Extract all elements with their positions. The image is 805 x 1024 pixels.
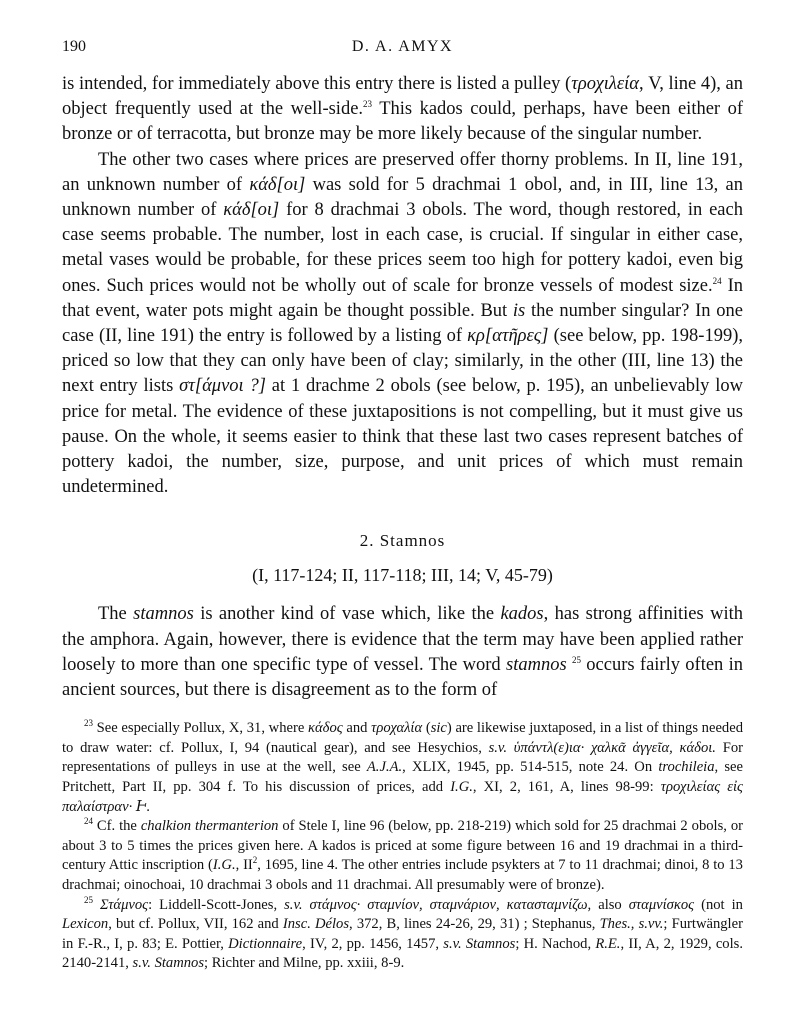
text-run: , IV, 2, pp. 1456, 1457, [302,935,444,952]
paragraph [62,148,743,501]
footnote-ref: 25 [84,894,93,905]
italic-text: s.v. [284,896,303,913]
text-run: , V, line 4), an object frequently used at the well-side. [62,74,743,120]
italic-text: stamnos [133,604,194,625]
footnote [62,817,743,895]
text-run: This kados could, perhaps, have been either of bronze or of terracotta, but bronze may be more likely because of the singular number. [62,99,743,145]
text-run: (not in [694,896,743,913]
footnote [62,719,743,817]
italic-text: κάδος [308,720,343,737]
italic-text: s.v. [488,739,507,756]
italic-text: s.v. Stamnos [132,955,205,972]
section-text [62,602,743,703]
text-run: , see Pritchett, Part II, pp. 304 f. To his discussion of prices, add [62,759,743,796]
text-run: ) are likewise juxtaposed, in a list of things needed to draw water: cf. Pollux, I, 94 (nautical gear), and see Hesychios, [62,720,743,756]
text-run [303,897,310,913]
text-run: occurs fairly often in ancient sources, but there is disagreement as to the form of [62,654,744,701]
text-run: : Liddell-Scott-Jones, [148,896,285,913]
italic-text: chalkion thermanterion [140,818,279,835]
italic-text: Dictionnaire [228,935,303,952]
paragraph [62,602,743,703]
text-run: of Stele I, line 96 (below, pp. 218-219) which sold for 25 drachmai 2 obols, or about 3 to 5 times the prices given here. A kados is priced at some figure between 16 and 19 drachmai in a third-century Attic inscription ( [62,818,743,874]
footnote-ref: 24 [84,816,93,827]
text-run: , has strong affinities with the amphora. Again, however, there is evidence that the term may have been applied rather loosely to more than one specific type of vessel. The word [62,604,743,675]
text-run: In that event, water pots might again be thought possible. But [62,275,743,321]
text-run: , 1695, line 4. The other entries include psykters at 7 to 11 drachmai; dinoi, 8 to 13 drachmai; oinochoai, 10 drachmai 3 obols and 11 drachmai. All presumably were of bronze). [62,857,743,894]
text-run: , II, A, 2, 1929, cols. 2140-2141, [62,935,743,972]
text-run: is another kind of vase which, like the [193,604,501,625]
text-run: also [591,896,629,913]
italic-text: sic [430,720,447,737]
text-run: (see below, pp. 198-199), priced so low that they can only have been of clay; similarly, in the other (III, line 13) the next entry lists [62,326,743,397]
footnotes [62,719,743,974]
text-run: ; Richter and Milne, pp. xxiii, 8-9. [204,955,405,972]
text-run: , XI, 2, 161, A, lines 98-99: [472,779,661,796]
text-run: , but cf. Pollux, VII, 162 and [108,916,283,933]
footnote-ref: 23 [363,99,373,110]
text-run [93,897,100,913]
text-run: the number singular? In one case (II, line 191) the entry is followed by a listing of [62,300,743,347]
text-run: ; Furtwängler in F.-R., I, p. 83; E. Pottier, [62,916,743,952]
italic-text: kados [500,604,544,625]
text-run: ( [422,720,431,737]
section-title: 2. Stamnos [359,531,446,551]
italic-text: R.E. [595,935,621,952]
italic-text: I.G. [450,779,473,796]
italic-text: κρ[ατῆρες] [467,326,549,347]
italic-text: τροχιλεία [571,74,640,94]
italic-text: τροχαλία [371,720,423,737]
footnote-ref: 2 [252,855,258,866]
running-title: D. A. AMYX [351,38,454,55]
footnote-ref: 23 [84,718,93,729]
italic-text: s.v. Stamnos [443,935,516,952]
text-run: is intended, for immediately above this entry there is listed a pulley ( [62,74,572,94]
page-body [62,72,743,974]
page-header [62,38,743,62]
italic-text: A.J.A. [366,759,403,776]
page-number: 190 [62,38,86,55]
text-run: Cf. the [93,818,141,835]
italic-text: στ[άμνοι ?] [179,376,266,397]
text-run: ; H. Nachod, [515,935,596,952]
italic-text: trochileia [658,759,715,776]
italic-text: ὑπάντλ(ε)ια· χαλκᾶ ἀγγεῖα, κάδοι. [513,739,716,756]
text-run: The [98,604,134,625]
footnote-ref: 24 [712,275,722,286]
italic-text: stamnos [506,654,567,675]
italic-text: κάδ[οι] [249,174,306,195]
text-run: , 372, B, lines 24-26, 29, 31) ; Stephanus, [349,916,600,933]
italic-text: Insc. Délos [282,916,350,933]
italic-text: στάμνος· σταμνίον, σταμνάριον, κατασταμνίζω, [309,896,592,913]
text-run: was sold for 5 drachmai 1 obol, and, in III, line 13, an unknown number of [62,174,743,221]
italic-text: κάδ[οι] [223,200,280,221]
italic-text: Lexicon [62,916,109,933]
text-run: See especially Pollux, X, 31, where [93,720,308,737]
footnote [62,896,743,974]
text-run: , XLIX, 1945, pp. 514-515, note 24. On [402,759,659,776]
paragraph [62,72,743,148]
italic-text: I.G. [212,857,236,874]
italic-text: Στάμνος [100,896,149,913]
text-run [507,740,514,756]
text-run: and [342,720,372,737]
text-run: for 8 drachmai 3 obols. The word, though restored, in each case seems probable. The number, lost in each case, is crucial. If singular in either case, metal vases would be probable, for these prices seem too high for pottery kadoi, even big ones. Such prices would not be wholly out of scale for bronze vessels of modest size. [62,200,743,296]
text-run: For representations of pulleys in use at the well, see [62,739,743,776]
text-run: , II [235,857,253,874]
text-run: at 1 drachme 2 obols (see below, p. 195), an unbelievably low price for metal. The evidence of these juxtapositions is not compelling, but it must give us pause. On the whole, it seems easier to think that these last two cases represent batches of pottery kadoi, the number, size, purpose, and unit prices of which must remain undetermined. [62,376,743,498]
italic-text: τροχιλείας εἰς παλαίστραν· Ͱ. [62,779,743,815]
italic-text: Thes., s.vv. [599,916,664,933]
main-text [62,72,743,500]
italic-text: is [512,300,526,321]
text-run: The other two cases where prices are preserved offer thorny problems. In II, line 191, an unknown number of [62,149,743,195]
italic-text: σταμνίσκος [628,896,695,913]
footnote-ref: 25 [571,654,581,665]
section-subtitle: (I, 117-124; II, 117-118; III, 14; V, 45-79) [252,565,553,586]
